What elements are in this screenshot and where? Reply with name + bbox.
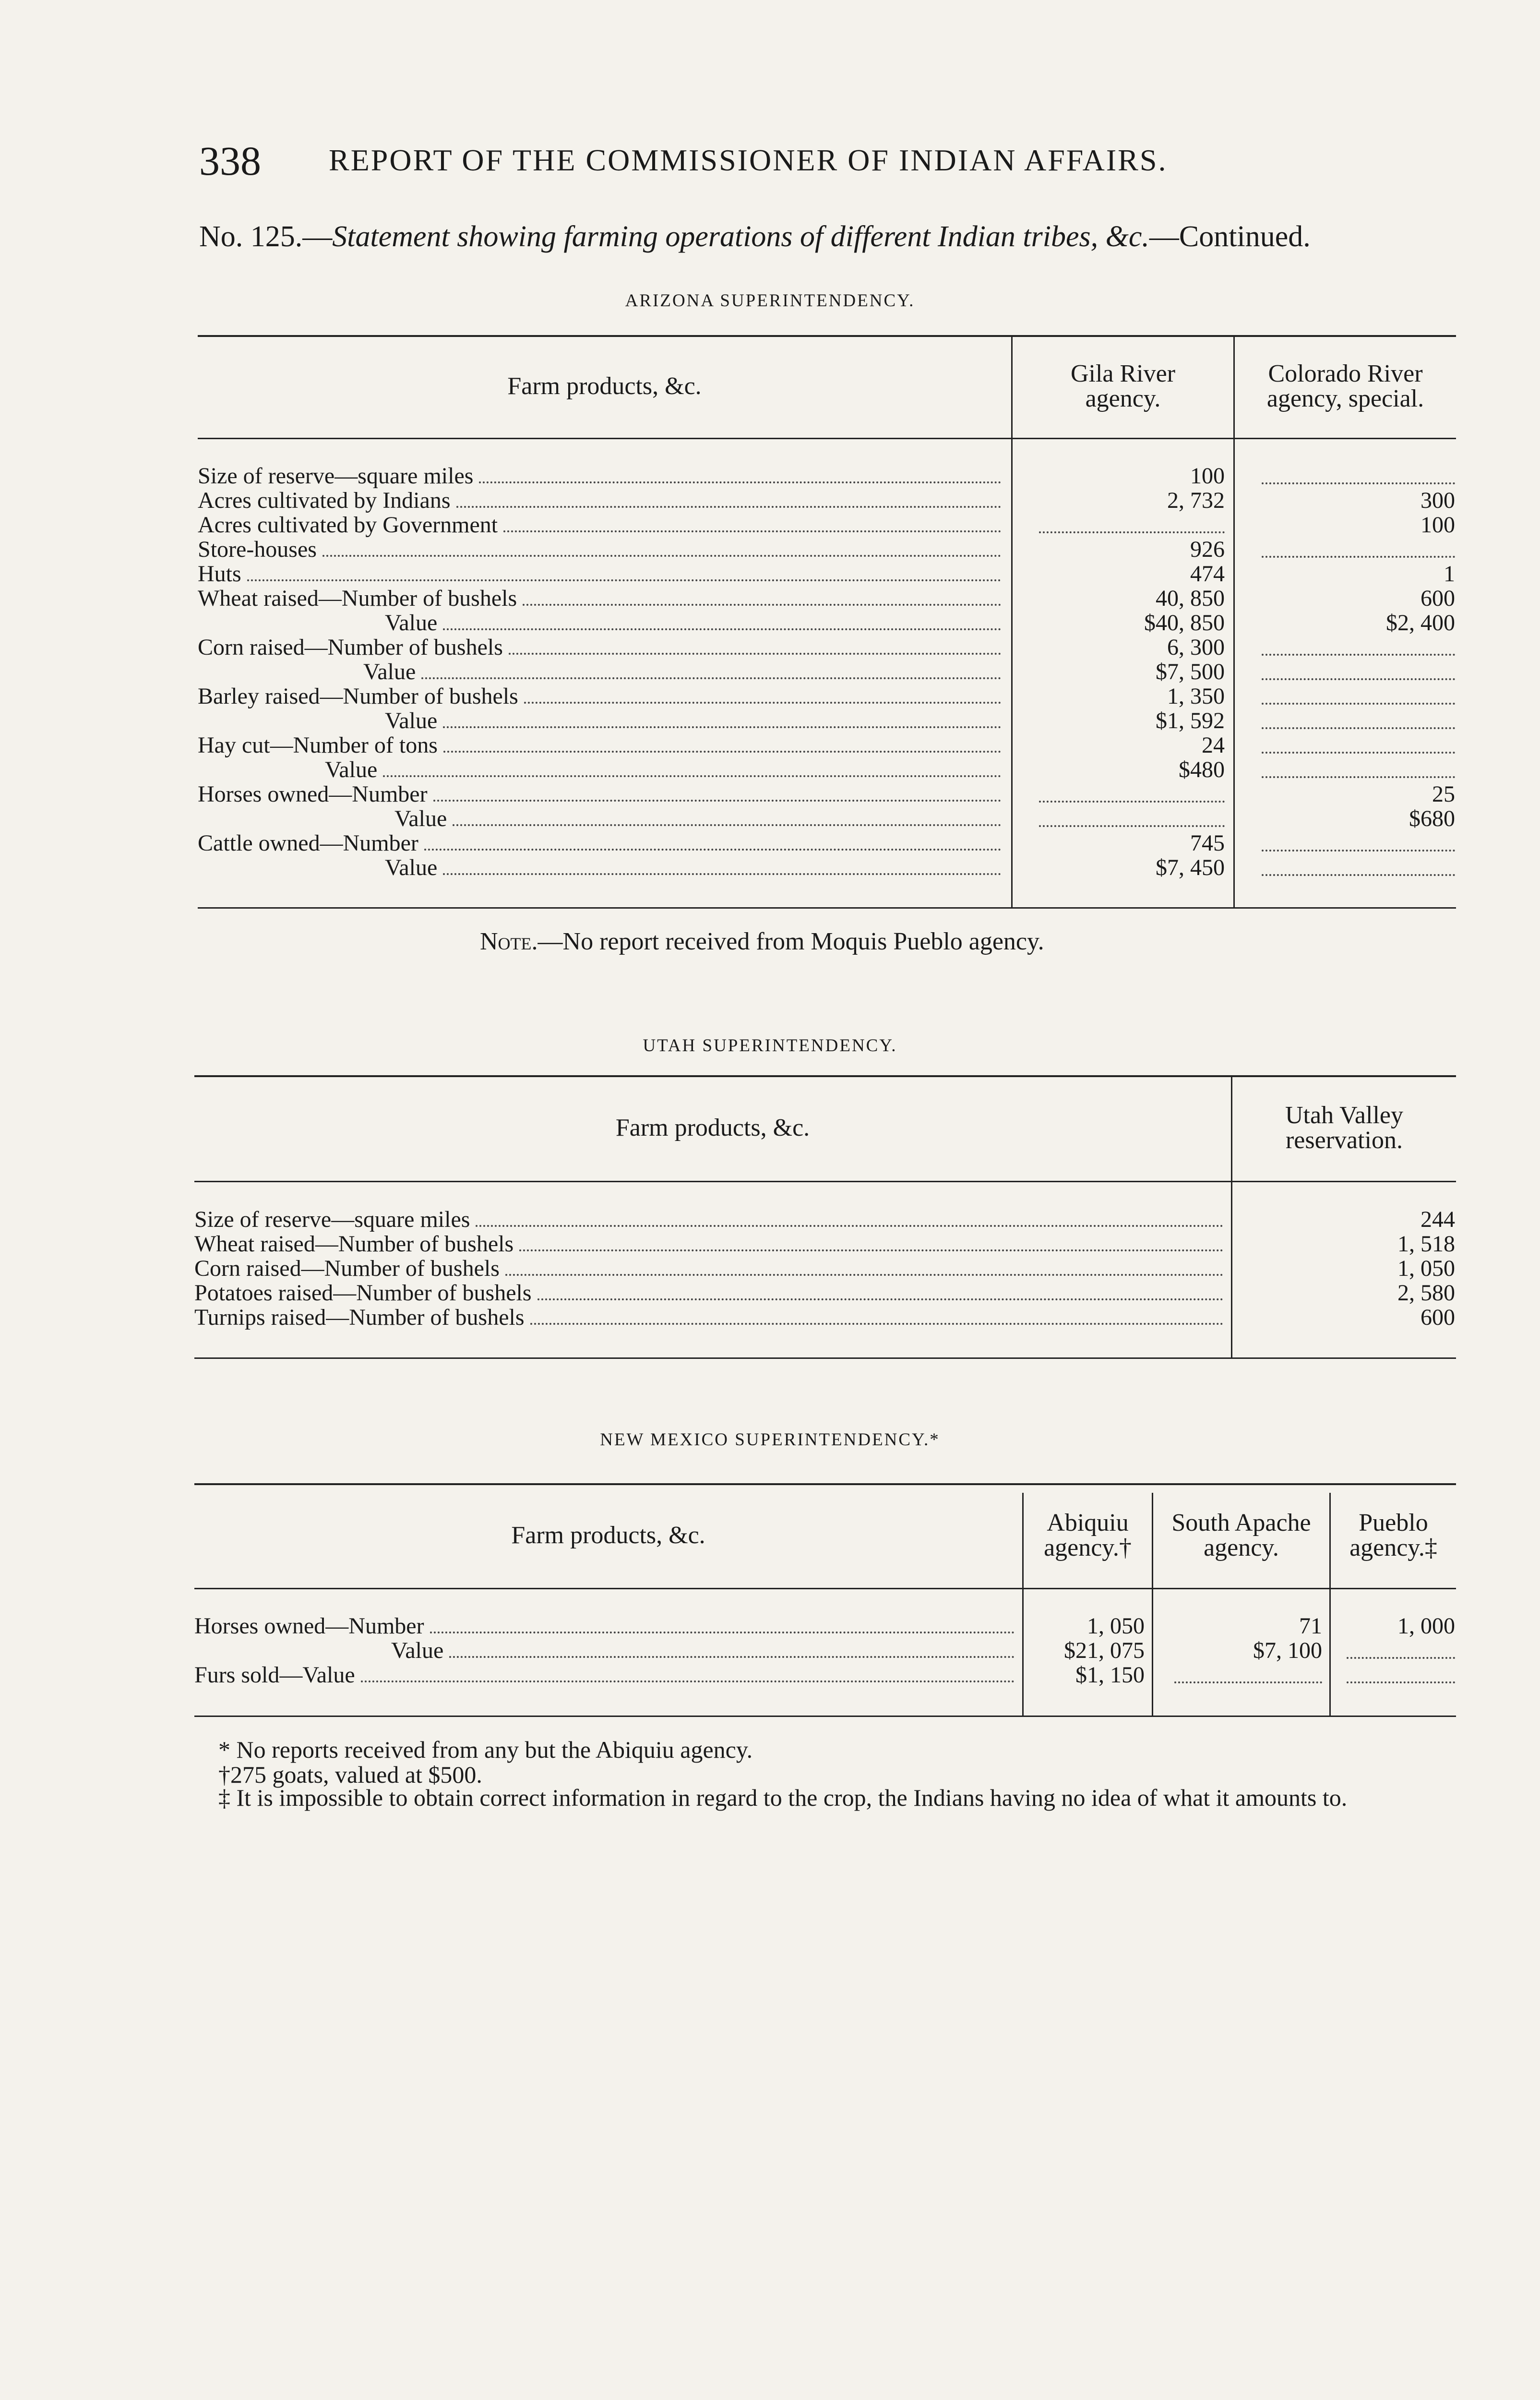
table-cell: $7, 500 xyxy=(1156,659,1225,684)
table-header-rule xyxy=(198,438,1456,439)
table-cell: 745 xyxy=(1190,830,1225,856)
statement-number: No. 125.— xyxy=(199,220,333,253)
table-cell xyxy=(1235,660,1455,684)
table-cell: $40, 850 xyxy=(1144,610,1225,636)
table-cell: 926 xyxy=(1190,537,1225,562)
table-cell: $21, 075 xyxy=(1064,1638,1145,1663)
leader-dots xyxy=(361,1664,1015,1682)
table-cell: 100 xyxy=(1190,463,1225,489)
row-label xyxy=(198,782,1004,806)
table-row xyxy=(198,562,1456,586)
table-row xyxy=(194,1663,1456,1687)
column-header-utah-valley: Utah Valley reservation. xyxy=(1285,1102,1403,1154)
table-row xyxy=(194,1232,1456,1256)
row-label-text: Value xyxy=(394,806,447,831)
table-row xyxy=(198,611,1456,635)
table-bottom-rule xyxy=(194,1716,1456,1717)
leader-dots xyxy=(519,1233,1223,1251)
table-header-rule xyxy=(194,1181,1456,1182)
table-row xyxy=(194,1614,1456,1638)
table-cell xyxy=(1332,1638,1455,1663)
table-cell: 1, 050 xyxy=(1397,1256,1455,1281)
statement-title-italic: Statement showing farming operations of different Indian tribes, &c. xyxy=(332,220,1149,253)
leader-dots xyxy=(449,1640,1015,1658)
column-header-abiquiu: Abiquiu agency.† xyxy=(1044,1509,1132,1561)
leader-dots xyxy=(524,685,1001,704)
row-label xyxy=(198,635,1004,660)
note-text: —No report received from Moquis Pueblo agency. xyxy=(537,928,1044,955)
table-row xyxy=(194,1256,1456,1281)
table-row xyxy=(198,660,1456,684)
table-cell xyxy=(1235,708,1455,733)
table-cell xyxy=(1154,1663,1322,1687)
row-label-text: Wheat raised—Number of bushels xyxy=(198,586,517,611)
table-row xyxy=(198,513,1456,537)
table-cell: 1, 000 xyxy=(1397,1613,1455,1639)
table-cell xyxy=(1014,806,1225,831)
row-label-text: Corn raised—Number of bushels xyxy=(198,635,503,660)
footnote-asterisk: * No reports received from any but the Abiquiu agency. xyxy=(218,1736,753,1763)
table-cell: 300 xyxy=(1421,488,1455,513)
row-label-text: Wheat raised—Number of bushels xyxy=(194,1232,514,1256)
row-label xyxy=(198,660,1004,684)
leader-dots xyxy=(505,1258,1223,1276)
leader-dots xyxy=(443,734,1001,753)
row-label-text: Value xyxy=(385,855,438,880)
table-row xyxy=(194,1305,1456,1330)
table-cell: 100 xyxy=(1421,512,1455,538)
column-header-farm-products: Farm products, &c. xyxy=(615,1114,810,1141)
table-cell xyxy=(1332,1663,1455,1687)
table-row xyxy=(198,684,1456,708)
table-cell: $7, 100 xyxy=(1253,1638,1322,1663)
leader-dots xyxy=(322,539,1001,557)
row-label xyxy=(198,831,1004,855)
row-label xyxy=(198,708,1004,733)
row-label-text: Value xyxy=(363,660,416,684)
table-cell: 1 xyxy=(1444,561,1455,587)
table-row xyxy=(198,855,1456,880)
table-cell: 2, 580 xyxy=(1397,1280,1455,1306)
leader-dots xyxy=(503,514,1001,532)
leader-dots xyxy=(453,808,1001,826)
row-label-text: Store-houses xyxy=(198,537,317,562)
row-label-text: Barley raised—Number of bushels xyxy=(198,684,518,708)
row-label xyxy=(194,1256,1226,1281)
column-header-farm-products: Farm products, &c. xyxy=(511,1522,705,1549)
table-row xyxy=(198,831,1456,855)
row-label-text: Size of reserve—square miles xyxy=(194,1207,470,1232)
row-label-text: Turnips raised—Number of bushels xyxy=(194,1305,525,1330)
row-label xyxy=(194,1638,1017,1663)
row-label xyxy=(198,586,1004,611)
table-row xyxy=(198,806,1456,831)
table-cell xyxy=(1014,513,1225,537)
row-label xyxy=(194,1305,1226,1330)
row-label-text: Value xyxy=(391,1638,444,1663)
table-row xyxy=(194,1638,1456,1663)
leader-dots xyxy=(443,612,1001,630)
row-label xyxy=(198,684,1004,708)
row-label xyxy=(198,855,1004,880)
column-header-gila-river: Gila River agency. xyxy=(1070,360,1176,412)
arizona-note xyxy=(480,927,1044,956)
leader-dots xyxy=(430,1615,1015,1633)
column-header-pueblo: Pueblo agency.‡ xyxy=(1349,1509,1437,1561)
leader-dots xyxy=(523,588,1001,606)
table-cell: $1, 150 xyxy=(1075,1662,1145,1688)
utah-table xyxy=(194,1075,1456,1361)
table-row xyxy=(198,757,1456,782)
note-label: Note. xyxy=(480,928,538,955)
row-label xyxy=(198,611,1004,635)
table-header-rule xyxy=(194,1588,1456,1589)
footnote-dagger: †275 goats, valued at $500. xyxy=(218,1761,482,1788)
table-row xyxy=(194,1207,1456,1232)
row-label-text: Furs sold—Value xyxy=(194,1663,355,1687)
table-cell xyxy=(1235,831,1455,855)
table-cell xyxy=(1235,635,1455,660)
row-label xyxy=(198,562,1004,586)
row-label-text: Corn raised—Number of bushels xyxy=(194,1256,500,1281)
table-bottom-rule xyxy=(194,1357,1456,1359)
row-label xyxy=(194,1207,1226,1232)
arizona-table xyxy=(198,335,1456,911)
row-label-text: Value xyxy=(385,611,438,635)
leader-dots xyxy=(476,1209,1223,1227)
table-cell: $7, 450 xyxy=(1156,855,1225,880)
column-header-farm-products: Farm products, &c. xyxy=(507,372,702,400)
row-label-text: Horses owned—Number xyxy=(198,782,428,806)
utah-section-title: UTAH SUPERINTENDENCY. xyxy=(643,1036,897,1056)
table-cell xyxy=(1235,464,1455,488)
leader-dots xyxy=(456,490,1002,508)
table-row xyxy=(198,733,1456,757)
page-header xyxy=(199,137,1456,190)
leader-dots xyxy=(443,710,1001,728)
row-label xyxy=(198,464,1004,488)
row-label xyxy=(194,1614,1017,1638)
table-cell xyxy=(1235,684,1455,708)
table-cell: 600 xyxy=(1421,1305,1455,1330)
table-bottom-rule xyxy=(198,907,1456,909)
row-label-text: Value xyxy=(385,708,438,733)
table-cell: 25 xyxy=(1432,781,1455,807)
row-label-text: Acres cultivated by Indians xyxy=(198,488,451,513)
row-label xyxy=(198,513,1004,537)
table-cell: 71 xyxy=(1299,1613,1322,1639)
running-head: REPORT OF THE COMMISSIONER OF INDIAN AFFAIRS. xyxy=(329,143,1168,177)
footnote-double-dagger: ‡ It is impossible to obtain correct information in regard to the crop, the Indians having no idea of what it amounts to. xyxy=(218,1784,1348,1811)
row-label-text: Huts xyxy=(198,562,241,586)
table-cell: $480 xyxy=(1179,757,1225,782)
table-row xyxy=(198,464,1456,488)
table-row xyxy=(198,586,1456,611)
table-cell: 600 xyxy=(1421,586,1455,611)
leader-dots xyxy=(509,636,1001,655)
row-label-text: Potatoes raised—Number of bushels xyxy=(194,1281,532,1305)
table-cell: 2, 732 xyxy=(1167,488,1225,513)
table-row xyxy=(198,537,1456,562)
row-label-text: Hay cut—Number of tons xyxy=(198,733,438,757)
leader-dots xyxy=(421,661,1001,679)
row-label-text: Horses owned—Number xyxy=(194,1614,424,1638)
table-cell: 1, 050 xyxy=(1087,1613,1145,1639)
leader-dots xyxy=(247,563,1001,581)
table-cell: 40, 850 xyxy=(1156,586,1225,611)
table-cell: 24 xyxy=(1202,732,1225,758)
table-cell: $1, 592 xyxy=(1156,708,1225,733)
table-row xyxy=(198,708,1456,733)
table-cell xyxy=(1014,782,1225,806)
row-label xyxy=(194,1232,1226,1256)
leader-dots xyxy=(530,1307,1223,1325)
row-label xyxy=(194,1663,1017,1687)
statement-suffix: —Continued. xyxy=(1149,220,1311,253)
row-label-text: Cattle owned—Number xyxy=(198,831,418,855)
row-label-text: Acres cultivated by Government xyxy=(198,513,498,537)
leader-dots xyxy=(424,832,1001,851)
row-label xyxy=(198,488,1004,513)
leader-dots xyxy=(479,465,1001,483)
leader-dots xyxy=(443,857,1001,875)
new-mexico-section-title: NEW MEXICO SUPERINTENDENCY.* xyxy=(600,1430,940,1450)
statement-title xyxy=(199,220,1311,254)
table-cell: 1, 518 xyxy=(1397,1231,1455,1257)
table-cell: 6, 300 xyxy=(1167,635,1225,660)
table-row xyxy=(194,1281,1456,1305)
table-cell xyxy=(1235,757,1455,782)
table-cell xyxy=(1235,855,1455,880)
table-row xyxy=(198,782,1456,806)
row-label xyxy=(198,757,1004,782)
table-row xyxy=(198,635,1456,660)
table-cell: $680 xyxy=(1409,806,1455,831)
new-mexico-table xyxy=(194,1483,1456,1718)
leader-dots xyxy=(433,783,1001,802)
leader-dots xyxy=(383,759,1001,777)
row-label-text: Value xyxy=(325,757,378,782)
arizona-section-title: ARIZONA SUPERINTENDENCY. xyxy=(625,291,915,311)
leader-dots xyxy=(537,1282,1223,1300)
row-label xyxy=(198,537,1004,562)
row-label xyxy=(194,1281,1226,1305)
table-cell: 474 xyxy=(1190,561,1225,587)
table-cell: 244 xyxy=(1421,1207,1455,1232)
column-header-south-apache: South Apache agency. xyxy=(1171,1509,1311,1561)
column-header-colorado-river: Colorado River agency, special. xyxy=(1266,360,1424,412)
page-number: 338 xyxy=(199,138,261,184)
table-cell: $2, 400 xyxy=(1386,610,1455,636)
row-label xyxy=(198,806,1004,831)
table-row xyxy=(198,488,1456,513)
table-cell: 1, 350 xyxy=(1167,684,1225,709)
row-label xyxy=(198,733,1004,757)
row-label-text: Size of reserve—square miles xyxy=(198,464,474,488)
table-cell xyxy=(1235,537,1455,562)
table-cell xyxy=(1235,733,1455,757)
